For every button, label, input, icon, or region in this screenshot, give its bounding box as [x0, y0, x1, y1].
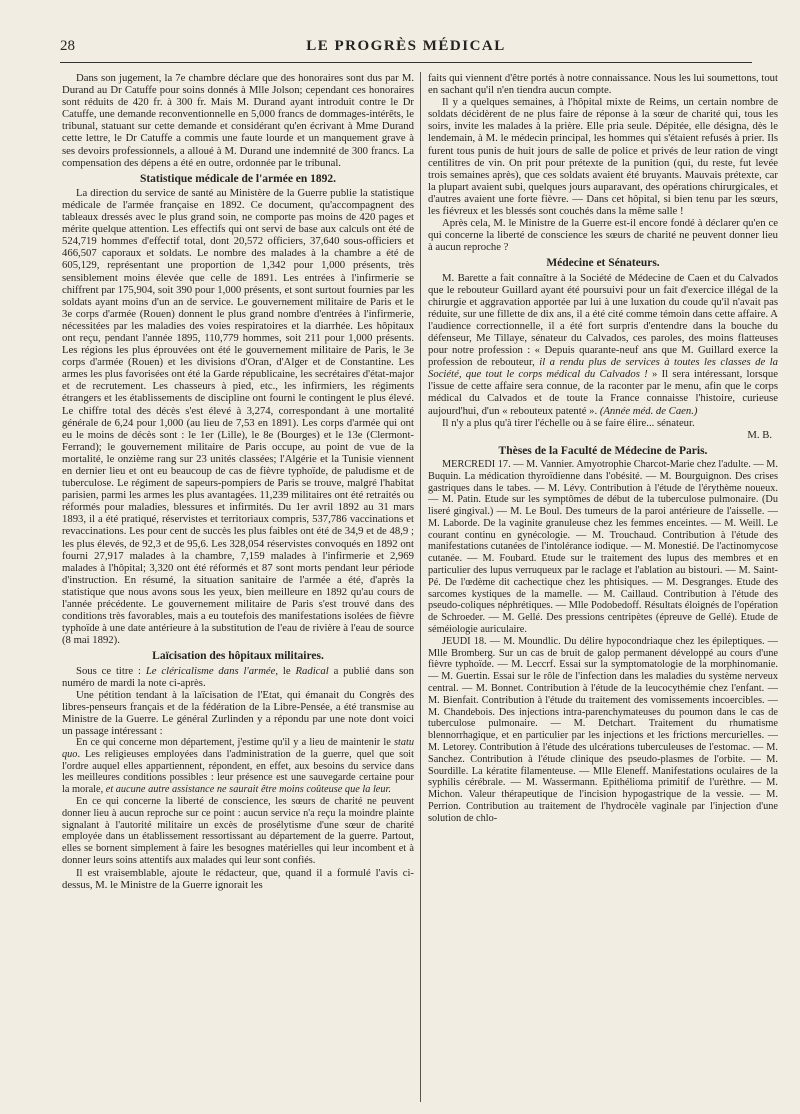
journal-title: LE PROGRÈS MÉDICAL: [306, 38, 506, 54]
paragraph: Dans son jugement, la 7e chambre déclare que des honoraires sont dus par M. Durand au Dr Catuffe pour soins donnés à Mlle Jolson; cependant ces honoraires sont réduits de 420 fr. à 300 fr. Mais M. Durand ayant introduit contre le Dr Catuffe, une demande reconventionnelle en 5,000 francs de dommages-intérêts, le tribunal, statuant sur cette demande et considérant qu'en écrivant à Mme Durand cette lettre, le Dr Catuffe a commis une faute lourde et un manquement grave à ses devoirs professionnels, a alloué à M. Durand une indemnité de 300 francs. La compensation des dépens a été en outre, ordonnée par le tribunal.: [62, 72, 414, 169]
paragraph: Il est vraisemblable, ajoute le rédacteur, que, quand il a formulé l'avis ci-dessus, M. le Ministre de la Guerre ignorait les: [62, 866, 414, 891]
paragraph: Sous ce titre : Le cléricalisme dans l'armée, le Radical a publié dans son numéro de mardi la note ci-après.: [62, 664, 414, 689]
paragraph: Il y a quelques semaines, à l'hôpital mixte de Reims, un certain nombre de soldats décidèrent de ne plus faire de réponse à la sœur de charité qui, tous les soirs, invite les malades à la prière. Elle pria seule. Dépitée, elle désigna, dès le lendemain, à M. le médecin principal, les hommes qui s'étaient refusés à prier. Ils furent tous punis de huit jours de salle de police et privés de leur ration de vingt centilitres de vin. On prit pour prétexte de la punition (qui, du reste, fut levée trois semaines après), que ces soldats avaient été bruyants. Mauvais prétexte, car la plupart avaient subi, quelques jours auparavant, des opérations chirurgicales, et d'autres avaient une forte fièvre. — Dans cet hôpital, si bien tenu par les sœurs, les fiévreux et les blessés sont couchés dans la même salle !: [428, 96, 778, 218]
left-column: [62, 72, 414, 1104]
paragraph: La direction du service de santé au Ministère de la Guerre publie la statistique médicale de l'armée française en 1892. Ce document, qu'accompagnent des tableaux dressés avec le plus grand soin, ne comporte pas moins de 420 pages et mérite quelque attention. Les effectifs qui ont servi de base aux calculs ont été de 524,719 hommes d'effectif total, dont 20,572 officiers, 37,640 sous-officiers et 466,507 caporaux et soldats. Le nombre des malades à la chambre a été de 605,129, représentant une proportion de 1,342 pour 1,000 présents, très sensiblement moins élevée que celle de 1891. Les entrées à l'infirmerie se chiffrent par 175,904, soit 390 pour 1,000 présents, et sont surtout fournies par les soldats ayant moins d'un an de service. Le gouvernement militaire de Paris et le 3e corps d'armée (Rouen) donnent le plus grand nombre d'entrées à l'infirmerie, nécessitées par les maladies des voies respiratoires et la diarrhée. Les hôpitaux ont reçu, pendant l'année 1895, 110,779 hommes, soit 211 pour 1,000 présents. Les régions les plus éprouvées ont été le gouvernement militaire de Paris, le 3e corps d'armée (Rouen) et les divisions d'Oran, d'Alger et de Constantine. Les armes les plus favorisées ont été la Garde républicaine, les secrétaires d'état-major et de recrutement. Les chasseurs à pied, etc., les infirmiers, les régiments étrangers et les établissements de discipline ont fourni le contingent le plus élevé. Le chiffre total des décès s'est élevé à 3,274, correspondant à une mortalité générale de 6,24 pour 1,000 (au lieu de 7,53 en 1891). Les corps d'armée qui ont eu le moins de décès sont : le 1er (Lille), le 8e (Bourges) et le 13e (Clermont-Ferrand); le gouvernement militaire de Paris occupe, au point de vue de la mortalité, le onzième rang sur 23 unités classées; l'Algérie et la Tunisie viennent en dernier lieu et ont eu beaucoup de cas de fièvre typhoïde, de paludisme et de tuberculose. Le régiment de sapeurs-pompiers de Paris se trouve, malgré l'habitat parisien, parmi les armes les plus avantagées. 11,239 militaires ont été retraités ou réformés pour maladies, blessures et infirmités. Du 1er avril 1892 au 31 mars 1893, il a été pratiqué, réservistes et territoriaux compris, 537,786 vaccinations et revaccinations. Les pour cent de succès les plus faibles ont été de 34,9 et de 48,9 ; les plus élevés, de 92,3 et de 95,6. Les 328,054 réservistes convoqués en 1892 ont fourni 27,917 malades à la chambre, 7,159 malades à l'infirmerie et 2,969 malades à l'hôpital; 3,320 ont été réformés et 87 sont morts pendant leur période d'instruction. En résumé, la situation sanitaire de l'armée a été, d'après la statistique que nous avons sous les yeux, bien meilleure en 1892 qu'au cours de l'année précédente. Le gouvernement militaire de Paris s'est trouvé dans des conditions très favorables, mais a eu toutefois des manifestations isolées de fièvre typhoïde à une date antérieure à la substitution de l'eau de rivière à l'eau de source (8 mai 1892).: [62, 186, 414, 647]
paragraph: M. Barette a fait connaître à la Société de Médecine de Caen et du Calvados que le rebouteur Guillard ayant été poursuivi pour un fait d'exercice illégal de la chirurgie et aggravation apportée par lui à une luxation du coude qu'il n'avait pas réduite, sur une fillette de dix ans, il a été cité comme témoin dans cette affaire. A l'audience correctionnelle, il a été fort surpris d'entendre dans la bouche du défenseur, Me Tillaye, sénateur du Calvados, ces paroles, des moins flatteuses pour notre profession : « Depuis quarante-neuf ans que M. Guillard exerce la profession de rebouteur, il a rendu plus de services à toutes les classes de la Société, que tout le corps médical du Calvados ! » Il sera intéressant, lorsque l'issue de cette affaire sera connue, de la raconter par le menu, afin que le corps médical du Calvados et de toute la France connaisse l'histoire, curieuse aujourd'hui, d'un « rebouteux patenté ». (Année méd. de Caen.): [428, 271, 778, 417]
quote-paragraph: En ce qui concerne la liberté de conscience, les sœurs de charité ne peuvent donner lieu à aucun reproche sur ce point : aucun service n'a reçu la moindre plainte signalant à l'autorité militaire un excès de prosélytisme d'une sœur de charité employée dans un établissement ressortissant au département de la guerre. Partout, elles se bornent simplement à faire les besognes matérielles qui leur incombent et à donner leurs soins attentifs aux malades qui leur sont confiés.: [62, 796, 414, 867]
column-divider: [420, 72, 421, 1102]
right-column: [428, 72, 778, 1104]
thesis-list: MERCREDI 17. — M. Vannier. Amyotrophie Charcot-Marie chez l'adulte. — M. Buquin. La médication thyroïdienne dans l'obésité. — M. Bourguignon. Des crises gastriques dans le tabes. — M. Lévy. Contribution à l'étude de l'érythème noueux. — M. Patin. Etude sur les symptômes de début de la tuberculose pulmonaire. (Du liseré gingival.) — M. Le Boul. Des tumeurs de la paroi antérieure de l'aisselle. — M. Laborde. De la vaginite granuleuse chez les femmes enceintes. — M. Weill. Le courant continu en gynécologie. — M. Trouchaud. Contribution à l'étude des manifestations cutanées de l'intolérance iodique. — M. Monestié. De l'actinomycose cutanée. — M. Foubard. Etude sur le traitement des lupus des membres et en particulier des lupus verruqueux par le raclage et l'ablation au bistouri. — M. Saint-Pé. De l'œdème dit cachectique chez les phtisiques. — M. Desgranges. Etude des sarcomes kystiques de la mamelle. — M. Caillaud. Contribution à l'étude des pseudo-coliques néphrétiques. — Mlle Podobedoff. Résultats éloignés de l'opération de Schroeder. — M. Gellé. Des pressions centripètes (épreuve de Gellé). Etude de séméiologie auriculaire.: [428, 458, 778, 636]
page-number: 28: [60, 38, 75, 54]
thesis-list: JEUDI 18. — M. Moundlic. Du délire hypocondriaque chez les épileptiques. — Mlle Bromberg. Sur un cas de bruit de galop permanent développé au cours d'une fièvre typhoïde. — M. Leccrf. Essai sur la symptomatologie de la morphinomanie. — M. Guertin. Essai sur le rôle de l'infection dans les maladies du système nerveux central. — M. Bonnet. Contribution à l'étude de la leucocythémie chez l'enfant. — M. Bienfait. Contribution à l'étude du traitement des vomissements incoercibles. — M. Chandebois. Des injections intra-parenchymateuses du poumon dans le cas de tuberculose pulmonaire. — M. Detchart. Traitement du rhumatisme blennorrhagique, et en particulier par les injections et les frictions mercurielles. — M. Letorey. Contribution à l'étude des ulcérations tuberculeuses de l'estomac. — M. Sanchez. Contribution à l'étude clinique des pseudo-plasmes de l'orbite. — M. Sourdille. La kératite filamenteuse. — Mlle Eleneff. Manifestations oculaires de la syphilis cérébrale. — M. Wassermann. Epithélioma primitif de l'urèthre. — M. Michon. Valeur thérapeutique de l'incision hypogastrique de la vessie. — M. Perrion. Contribution au traitement de l'hydrocèle vaginale par l'injection d'une solution de chlo-: [428, 635, 778, 824]
section-heading: Laïcisation des hôpitaux militaires.: [152, 650, 324, 663]
quote-paragraph: En ce qui concerne mon département, j'estime qu'il y a lieu de maintenir le statu quo. Les religieuses employées dans l'administration de la guerre, quel que soit l'ordre auquel elles appartiennent, répondent, en effet, aux besoins du service dans les meilleures conditions possibles : leur présence est une sauvegarde certaine pour la morale, et aucune autre assistance ne saurait être moins coûteuse que la leur.: [62, 737, 414, 796]
signature: M. B.: [747, 428, 772, 441]
page-header: [60, 38, 752, 60]
paragraph: Il n'y a plus qu'à tirer l'échelle ou à se faire élire... sénateur.: [442, 416, 695, 429]
section-heading: Médecine et Sénateurs.: [546, 257, 660, 270]
section-heading: Thèses de la Faculté de Médecine de Paris.: [498, 444, 708, 457]
paragraph: Une pétition tendant à la laïcisation de l'Etat, qui émanait du Congrès des libres-penseurs français et de la fédération de la Libre-Pensée, a été transmise au Ministre de la Guerre. Le général Zurlinden y a répondu par une note dont voici un passage intéressant :: [62, 688, 414, 737]
header-rule: [60, 62, 752, 63]
paragraph: faits qui viennent d'être portés à notre connaissance. Nous les lui soumettons, tout en sachant qu'il n'en tiendra aucun compte.: [428, 72, 778, 97]
paragraph: Après cela, M. le Ministre de la Guerre est-il encore fondé à déclarer qu'en ce qui concerne la liberté de conscience les sœurs de charité ne peuvent donner lieu à aucun reproche ?: [428, 217, 778, 254]
section-heading: Statistique médicale de l'armée en 1892.: [139, 172, 337, 185]
